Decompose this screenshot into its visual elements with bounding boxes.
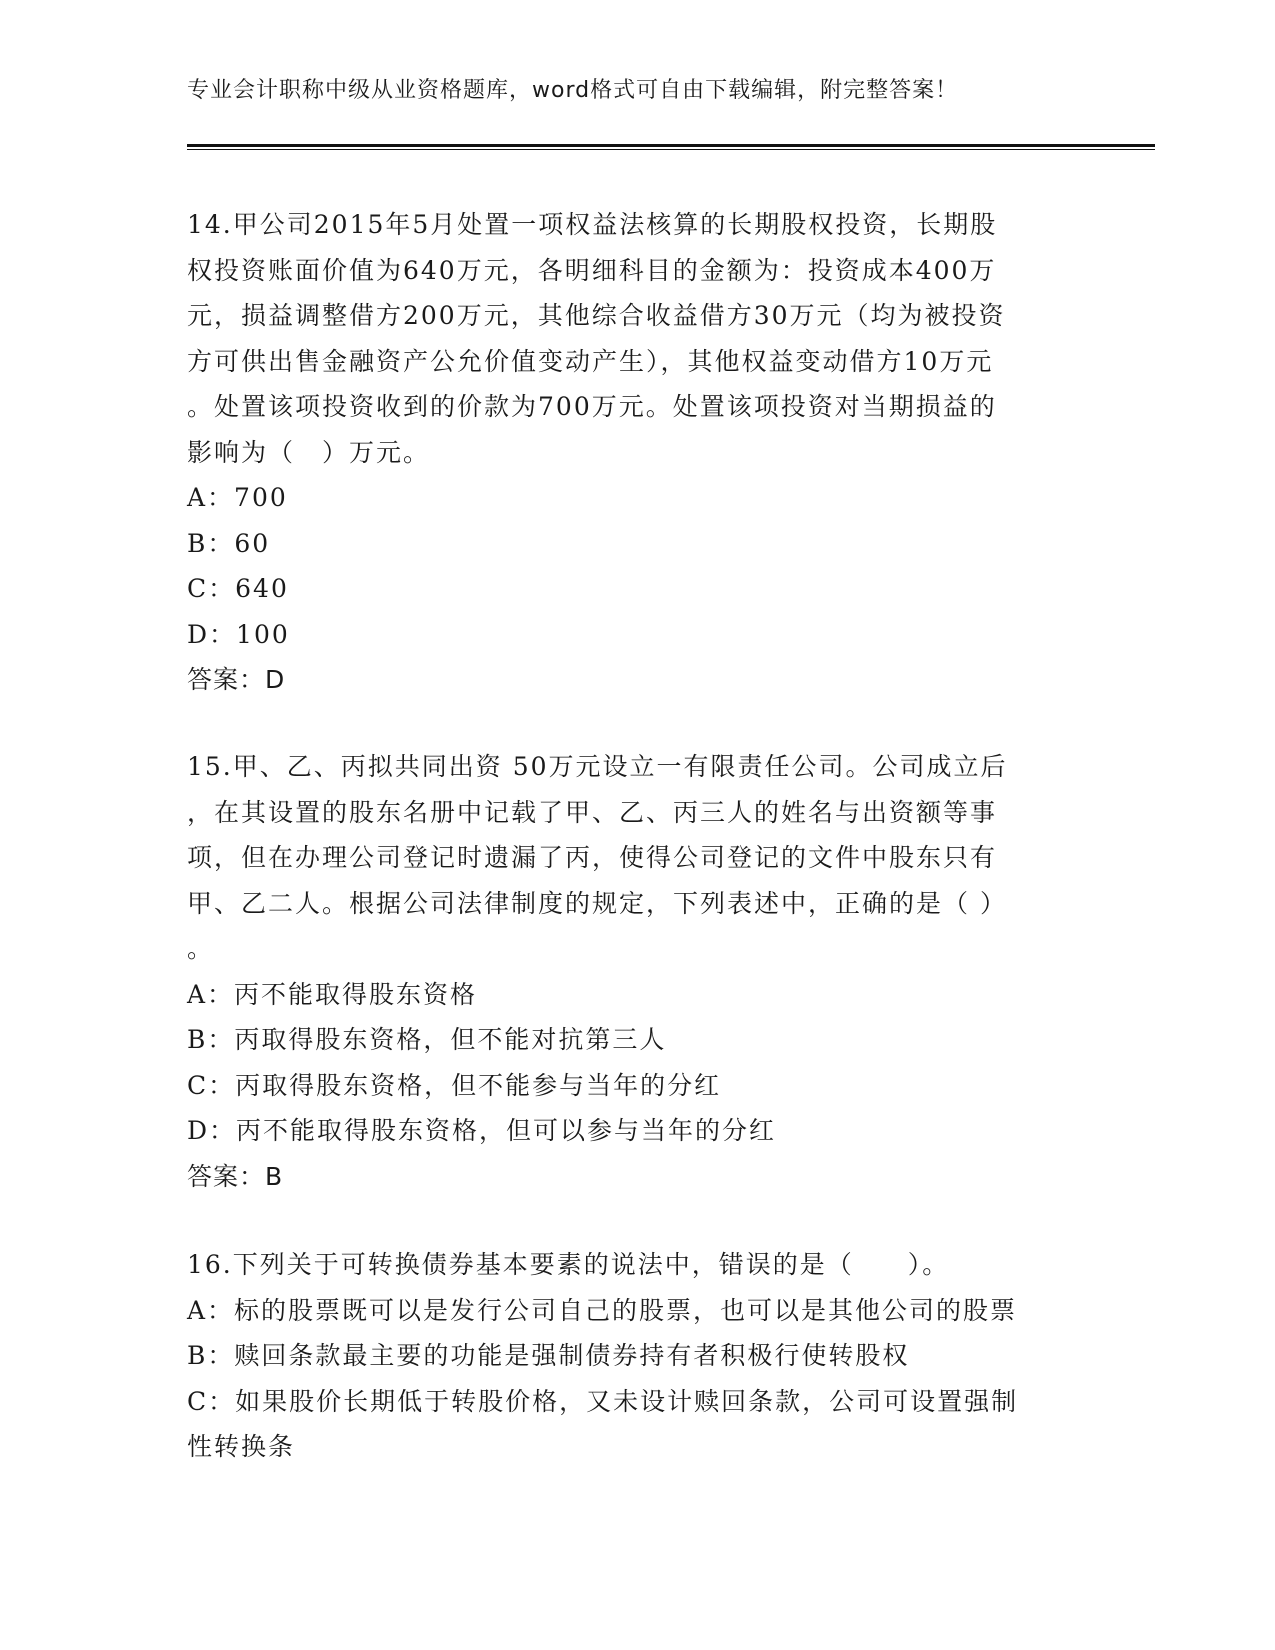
question-15-answer: 答案：B (187, 1161, 284, 1191)
question-15-line-4: 甲、乙二人。根据公司法律制度的规定，下列表述中，正确的是（ ） (187, 888, 1007, 918)
page-header: 专业会计职称中级从业资格题库，word格式可自由下载编辑，附完整答案！ (187, 78, 959, 103)
question-15 (187, 744, 1087, 1199)
question-14-line-5: 。处置该项投资收到的价款为700万元。处置该项投资对当期损益的 (187, 392, 997, 421)
question-16-option-b: B：赎回条款最主要的功能是强制债券持有者积极行使转股权 (187, 1341, 910, 1370)
question-15-line-5: 。 (187, 934, 215, 963)
question-14-option-c: C：640 (187, 574, 289, 603)
question-16-option-a: A：标的股票既可以是发行公司自己的股票，也可以是其他公司的股票 (187, 1295, 1018, 1325)
question-14-line-2: 权投资账面价值为640万元，各明细科目的金额为：投资成本400万 (187, 255, 997, 285)
question-16-line-1: 16.下列关于可转换债券基本要素的说法中，错误的是（ ）。 (187, 1250, 950, 1279)
question-14-line-6: 影响为（ ）万元。 (187, 437, 431, 467)
question-14-option-b: B：60 (187, 528, 271, 558)
question-15-line-1: 15.甲、乙、丙拟共同出资 50万元设立一有限责任公司。公司成立后 (187, 752, 1008, 781)
header-divider-thin (187, 149, 1155, 150)
question-14-line-1: 14.甲公司2015年5月处置一项权益法核算的长期股权投资，长期股 (187, 210, 998, 239)
question-15-option-c: C：丙取得股东资格，但不能参与当年的分红 (187, 1070, 722, 1100)
question-16-option-c-continued: 性转换条 (187, 1432, 296, 1461)
question-14 (187, 202, 1087, 703)
question-15-option-d: D：丙不能取得股东资格，但可以参与当年的分红 (187, 1116, 777, 1145)
question-15-line-3: 项，但在办理公司登记时遗漏了丙，使得公司登记的文件中股东只有 (187, 843, 998, 872)
question-14-answer: 答案：D (187, 665, 286, 694)
question-14-line-4: 方可供出售金融资产公允价值变动产生），其他权益变动借方10万元 (187, 346, 994, 376)
question-15-option-a: A：丙不能取得股东资格 (187, 979, 478, 1009)
question-14-option-d: D：100 (187, 619, 290, 649)
question-14-option-a: A：700 (187, 483, 288, 512)
question-16-option-c: C：如果股价长期低于转股价格，又未设计赎回条款，公司可设置强制 (187, 1386, 1019, 1416)
question-15-option-b: B：丙取得股东资格，但不能对抗第三人 (187, 1025, 667, 1054)
question-15-line-2: ，在其设置的股东名册中记载了甲、乙、丙三人的姓名与出资额等事 (187, 797, 998, 827)
question-16 (187, 1242, 1087, 1470)
question-14-line-3: 元，损益调整借方200万元，其他综合收益借方30万元（均为被投资 (187, 301, 1006, 330)
header-divider-thick (187, 144, 1155, 147)
